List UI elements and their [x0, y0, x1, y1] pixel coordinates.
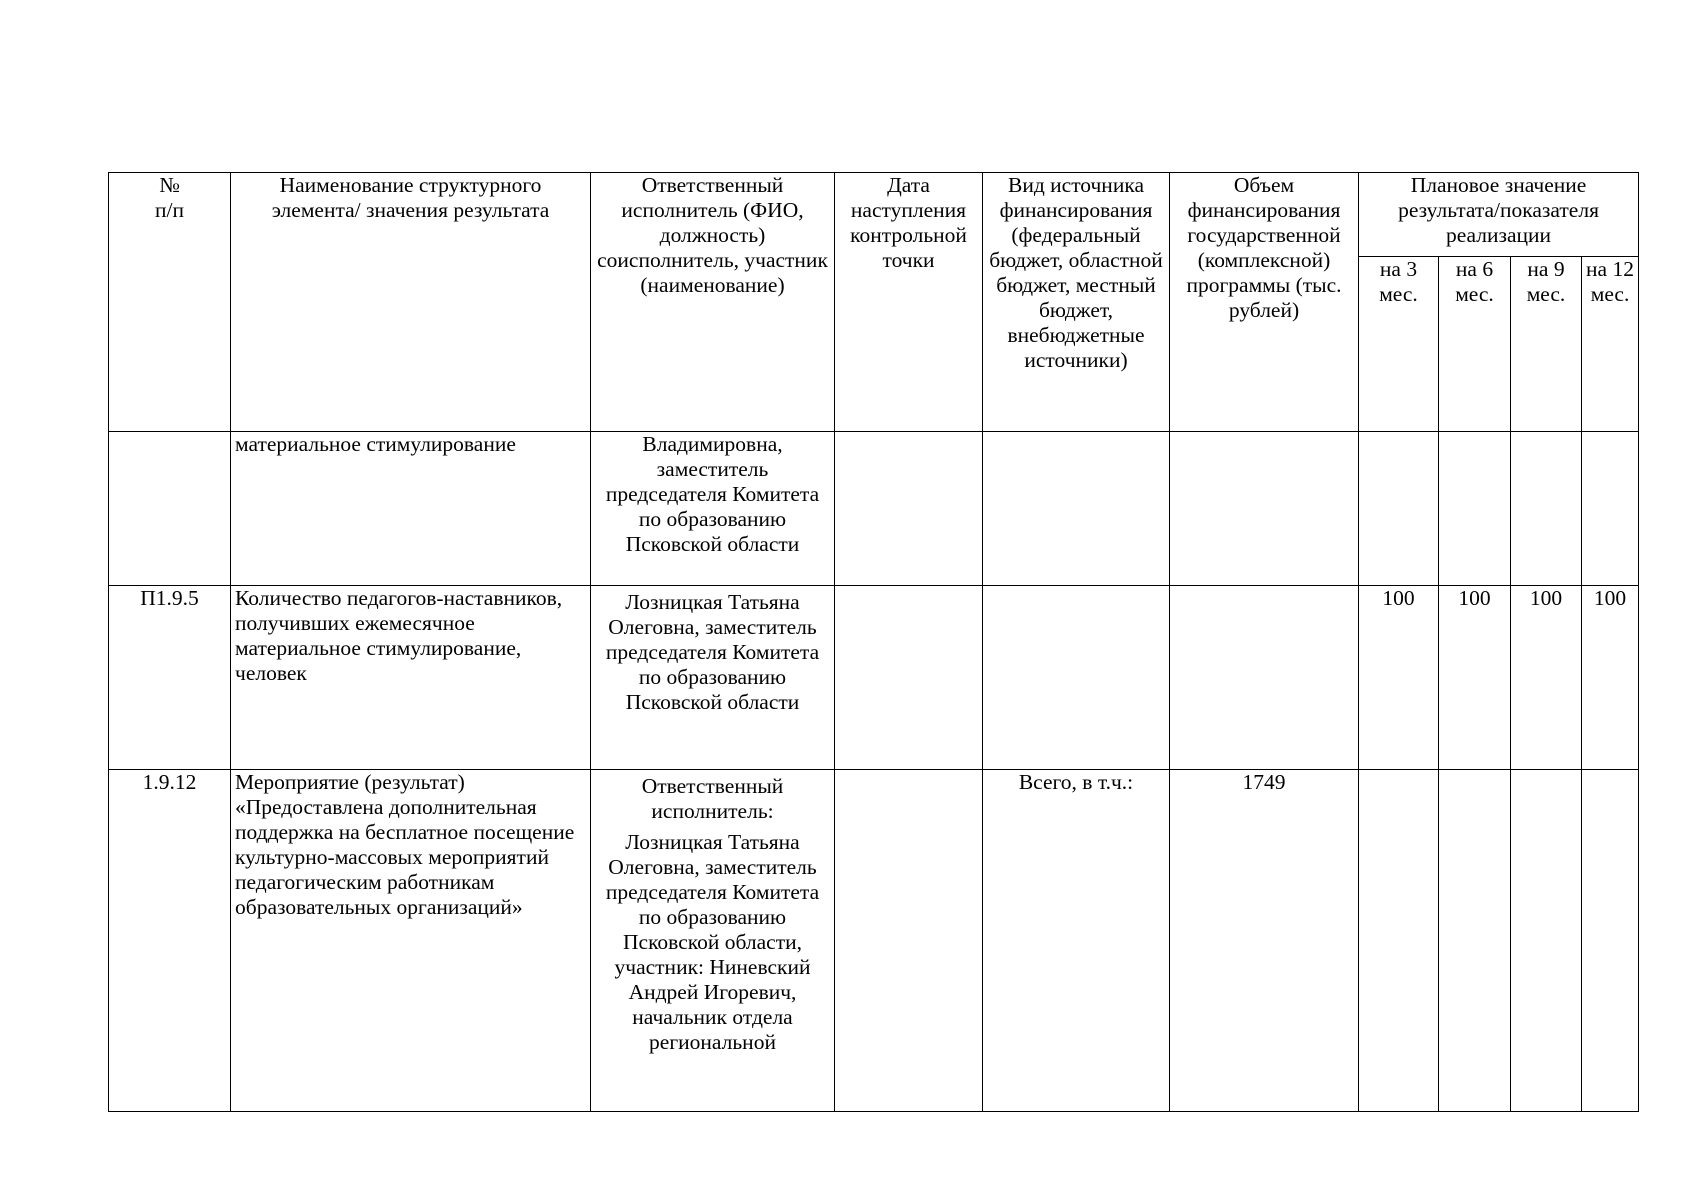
row-responsible: [591, 432, 835, 586]
row-num: П1.9.5: [109, 586, 231, 770]
responsible-text: Владимировна, заместитель председателя Комитета по образованию Псковской области: [605, 432, 820, 556]
row-num: [109, 432, 231, 586]
row-name: материальное стимулирование: [231, 432, 591, 586]
header-source: Вид источника финансирования (федеральный бюджет, областной бюджет, местный бюджет, внебюджетные источники): [983, 173, 1170, 432]
header-responsible: Ответственный исполнитель (ФИО, должность) соисполнитель, участник (наименование): [591, 173, 835, 432]
row-value-6: [1439, 432, 1511, 586]
row-value-12: [1582, 432, 1639, 586]
header-volume: Объем финансирования государственной (комплексной) программы (тыс. рублей): [1170, 173, 1359, 432]
table-row: [109, 432, 1639, 586]
header-plan-9: на 9 мес.: [1511, 257, 1582, 432]
row-source: [983, 586, 1170, 770]
row-source: Всего, в т.ч.:: [983, 770, 1170, 1112]
row-responsible: [591, 586, 835, 770]
row-volume: [1170, 432, 1359, 586]
program-table: [108, 172, 1639, 1112]
header-plan-6: на 6 мес.: [1439, 257, 1511, 432]
row-name: Мероприятие (результат) «Предоставлена дополнительная поддержка на бесплатное посещение культурно-массовых мероприятий педагогическим работникам образовательных организаций»: [231, 770, 591, 1112]
header-plan: Плановое значение результата/показателя реализации: [1359, 173, 1639, 257]
responsible-text: Лозницкая Татьяна Олеговна, заместитель председателя Комитета по образованию Псковской области: [605, 590, 820, 714]
row-value-12: [1582, 770, 1639, 1112]
row-value-3: [1359, 770, 1439, 1112]
row-value-9: [1511, 770, 1582, 1112]
table-row: [109, 770, 1639, 1112]
header-plan-12: на 12 мес.: [1582, 257, 1639, 432]
row-name: Количество педагогов-наставников, получивших ежемесячное материальное стимулирование, человек: [231, 586, 591, 770]
row-volume: [1170, 586, 1359, 770]
row-volume: 1749: [1170, 770, 1359, 1112]
responsible-role: Ответственный исполнитель:: [641, 774, 784, 823]
row-date: [835, 432, 983, 586]
row-value-3: 100: [1359, 586, 1439, 770]
row-date: [835, 770, 983, 1112]
row-value-9: 100: [1511, 586, 1582, 770]
row-value-3: [1359, 432, 1439, 586]
row-num: 1.9.12: [109, 770, 231, 1112]
row-value-6: 100: [1439, 586, 1511, 770]
responsible-text: Лозницкая Татьяна Олеговна, заместитель председателя Комитета по образованию Псковской области, участник: Ниневский Андрей Игоревич, начальник отдела региональной: [605, 830, 820, 1054]
table-row: [109, 586, 1639, 770]
header-num: № п/п: [109, 173, 231, 432]
header-row: [109, 173, 1639, 257]
row-value-9: [1511, 432, 1582, 586]
header-date: Дата наступления контрольной точки: [835, 173, 983, 432]
header-plan-3: на 3 мес.: [1359, 257, 1439, 432]
row-responsible: [591, 770, 835, 1112]
row-value-12: 100: [1582, 586, 1639, 770]
row-date: [835, 586, 983, 770]
row-source: [983, 432, 1170, 586]
row-value-6: [1439, 770, 1511, 1112]
header-name: Наименование структурного элемента/ значения результата: [231, 173, 591, 432]
